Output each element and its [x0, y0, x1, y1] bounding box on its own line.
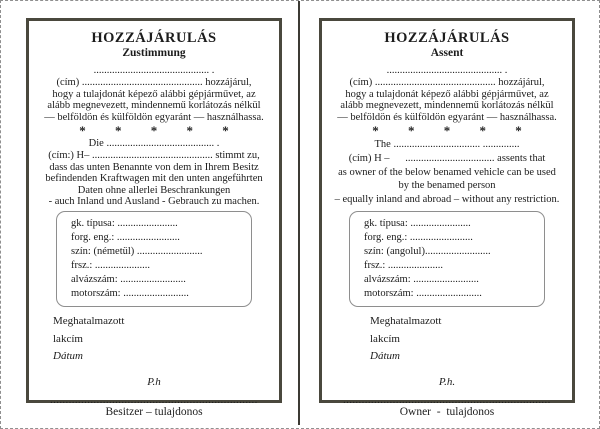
footer-labels: [53, 314, 279, 363]
field-vehicle-type: gk. típusa: .......................: [364, 218, 471, 230]
intro-line: hogy a tulajdonát képező alábbi gépjárművet, az: [52, 88, 256, 100]
vehicle-data-box: [349, 211, 545, 307]
stars-separator: * * * * *: [79, 123, 229, 139]
paragraph-line: by the benamed person: [398, 180, 496, 192]
signature-label: Owner - tulajdonos: [399, 406, 495, 419]
field-plate-number: frsz.: .....................: [71, 260, 151, 272]
paragraph-line: (cím:) H– .............................................. stimmt zu,: [48, 149, 260, 161]
field-color: szín: (németül) .........................: [71, 246, 203, 258]
address-label: lakcím: [370, 333, 400, 346]
paragraph-line: (cím) H – .................................. assents that: [348, 152, 546, 164]
seal-placeholder: P.h: [147, 376, 161, 389]
vehicle-data-box: [56, 211, 252, 307]
authorized-person-label: Meghatalmazott: [53, 315, 125, 328]
paragraph-line: - auch Inland und Ausland - Gebrauch zu machen.: [48, 196, 260, 208]
intro-line: (cím) .............................................. hozzájárul,: [56, 77, 252, 88]
paragraph-line: – equally inland and abroad – without any restriction.: [334, 193, 560, 205]
intro-line: hogy a tulajdonát képező alábbi gépjárművet, az: [345, 88, 549, 100]
field-vehicle-type: gk. típusa: .......................: [71, 218, 178, 230]
intro-line: — belföldön és külföldön egyaránt — használhassa.: [44, 111, 264, 123]
name-fill-line: ............................................ .: [386, 65, 508, 76]
signature-label: Besitzer – tulajdonos: [105, 406, 203, 419]
document-title: HOZZÁJÁRULÁS: [384, 30, 510, 46]
field-registration-cert: forg. eng.: ........................: [71, 232, 180, 244]
address-label: lakcím: [53, 333, 83, 346]
field-chassis-number: alvázszám: .........................: [71, 274, 186, 286]
intro-line: — belföldön és külföldön egyaránt — használhassa.: [337, 111, 557, 123]
date-label: Dátum: [370, 350, 400, 363]
paragraph-line: befindenden Kraftwagen mit den unten angeführten: [45, 173, 263, 185]
paragraph-line: as owner of the below benamed vehicle can be used: [338, 166, 556, 178]
field-engine-number: motorszám: .........................: [71, 288, 189, 300]
intro-line: alább megnevezett, mindennemű korlátozás nélkül: [47, 100, 261, 112]
intro-paragraph: [322, 77, 572, 123]
footer-labels: [370, 314, 572, 363]
signature-line: ...................................................................: [343, 395, 551, 407]
paragraph-line: Daten ohne allerlei Beschrankungen: [77, 184, 231, 196]
german-paragraph: [29, 138, 279, 208]
field-engine-number: motorszám: .........................: [364, 288, 482, 300]
field-color: szín: (angolul).........................: [364, 246, 491, 258]
paragraph-line: Die ......................................... .: [88, 138, 220, 150]
paragraph-line: The ................................. ..............: [374, 139, 520, 151]
signature-line: ...................................................................: [50, 395, 258, 407]
english-paragraph: [322, 138, 572, 208]
date-label: Dátum: [53, 350, 83, 363]
document-title: HOZZÁJÁRULÁS: [91, 30, 217, 46]
authorized-person-label: Meghatalmazott: [370, 315, 442, 328]
page-left-german: [26, 18, 282, 419]
field-chassis-number: alvázszám: .........................: [364, 274, 479, 286]
intro-paragraph: [29, 77, 279, 123]
document-subtitle: Zustimmung: [122, 47, 186, 59]
paragraph-line: dass das unten Benannte von dem in Ihrem Besitz: [49, 161, 259, 173]
stars-separator: * * * * *: [372, 123, 522, 139]
page-divider-line: [298, 1, 300, 425]
page-right-english: [319, 18, 575, 419]
document-subtitle: Assent: [430, 47, 464, 59]
intro-line: alább megnevezett, mindennemű korlátozás nélkül: [340, 100, 554, 112]
intro-line: (cím) .............................................. hozzájárul,: [349, 77, 545, 88]
name-fill-line: ............................................ .: [93, 65, 215, 76]
field-plate-number: frsz.: .....................: [364, 260, 444, 272]
field-registration-cert: forg. eng.: ........................: [364, 232, 473, 244]
seal-placeholder: P.h.: [438, 376, 456, 389]
